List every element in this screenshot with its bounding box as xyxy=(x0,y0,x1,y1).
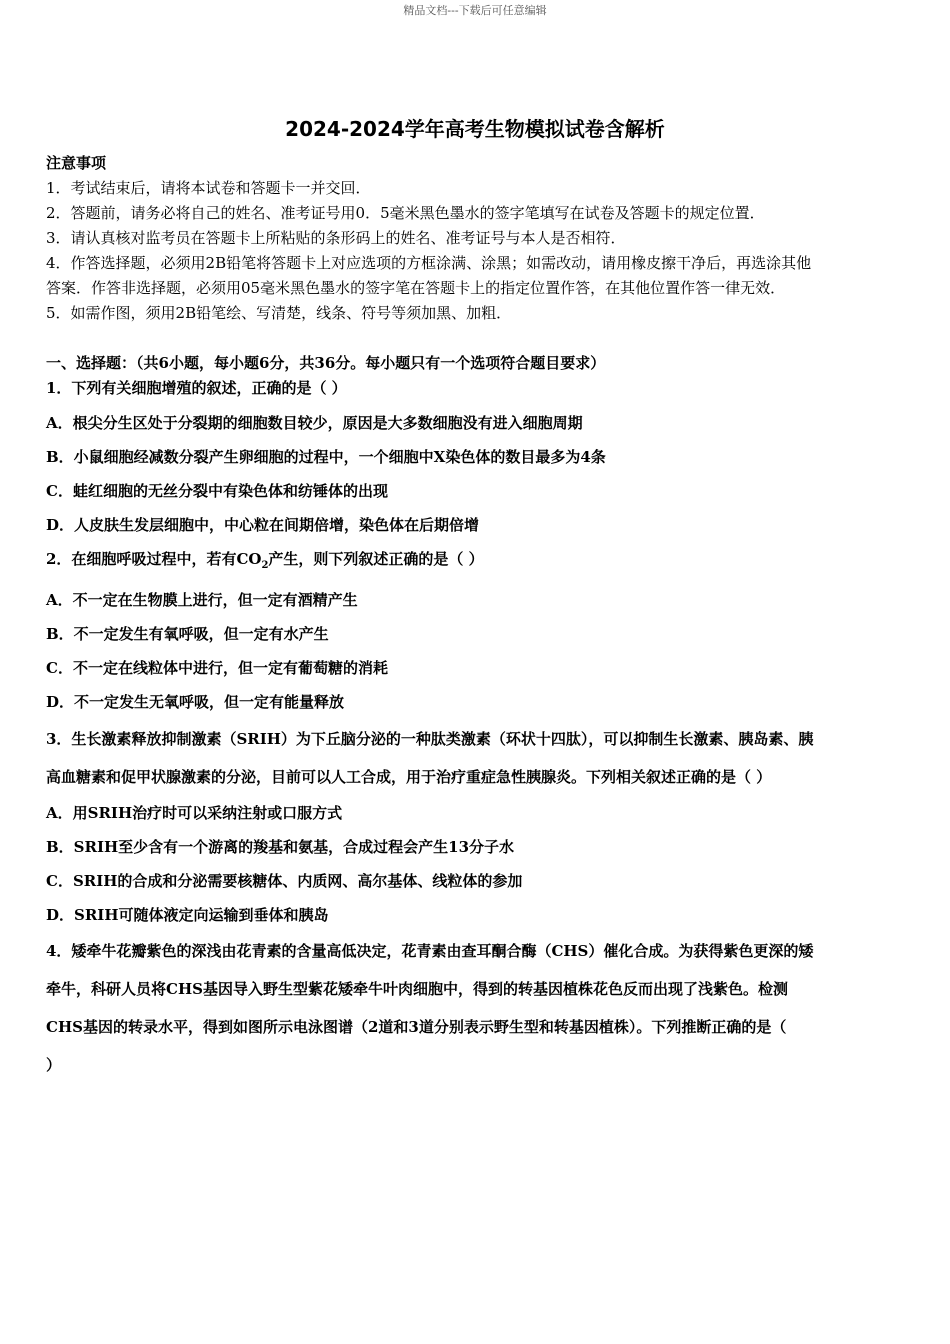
question-1 xyxy=(46,376,904,542)
option-b: B．SRIH至少含有一个游离的羧基和氨基，合成过程会产生13分子水 xyxy=(46,838,515,856)
option-c: C．蛙红细胞的无丝分裂中有染色体和纺锤体的出现 xyxy=(46,482,388,500)
option-a: A．用SRIH治疗时可以采纳注射或口服方式 xyxy=(46,804,343,822)
option-d: D．不一定发生无氧呼吸，但一定有能量释放 xyxy=(46,693,345,711)
notes-line: 1．考试结束后，请将本试卷和答题卡一并交回． xyxy=(46,179,371,197)
option-c: C．不一定在线粒体中进行，但一定有葡萄糖的消耗 xyxy=(46,659,388,677)
notes-line: 3．请认真核对监考员在答题卡上所粘贴的条形码上的姓名、准考证号与本人是否相符． xyxy=(46,229,626,247)
question-stem: 高血糖素和促甲状腺激素的分泌，目前可以人工合成，用于治疗重症急性胰腺炎。下列相关叙述正确的是（ ） xyxy=(46,768,772,786)
question-stem: 牵牛，科研人员将CHS基因导入野生型紫花矮牵牛叶肉细胞中，得到的转基因植株花色反而出现了浅紫色。检测 xyxy=(46,980,788,998)
notes-line: 答案．作答非选择题，必须用05毫米黑色墨水的签字笔在答题卡上的指定位置作答，在其他位置作答一律无效． xyxy=(46,279,786,297)
notes-line: 4．作答选择题，必须用2B铅笔将答题卡上对应选项的方框涂满、涂黑；如需改动，请用橡皮擦干净后，再选涂其他 xyxy=(46,254,812,272)
question-stem: 3．生长激素释放抑制激素（SRIH）为下丘脑分泌的一种肽类激素（环状十四肽），可以抑制生长激素、胰岛素、胰 xyxy=(46,730,814,748)
question-stem: CHS基因的转录水平，得到如图所示电泳图谱（2道和3道分别表示野生型和转基因植株）。下列推断正确的是（ xyxy=(46,1018,787,1036)
page-title: 2024-2024学年高考生物模拟试卷含解析 xyxy=(285,117,665,141)
question-stem xyxy=(46,542,904,583)
question-2 xyxy=(46,542,904,719)
subscript: 2 xyxy=(261,560,269,571)
option-a: A．根尖分生区处于分裂期的细胞数目较少，原因是大多数细胞没有进入细胞周期 xyxy=(46,414,583,432)
option-b: B．小鼠细胞经减数分裂产生卵细胞的过程中，一个细胞中X染色体的数目最多为4条 xyxy=(46,448,606,466)
question-stem: ） xyxy=(46,1056,62,1074)
notes-section xyxy=(46,151,904,326)
notes-heading: 注意事项 xyxy=(46,154,107,172)
option-d: D．人皮肤生发层细胞中，中心粒在间期倍增，染色体在后期倍增 xyxy=(46,516,480,534)
header-note: 精品文档---下载后可任意编辑 xyxy=(403,4,547,17)
notes-line: 2．答题前，请务必将自己的姓名、准考证号用0．5毫米黑色墨水的签字笔填写在试卷及答题卡的规定位置． xyxy=(46,204,765,222)
option-b: B．不一定发生有氧呼吸，但一定有水产生 xyxy=(46,625,329,643)
stem-text: 产生，则下列叙述正确的是（ ） xyxy=(268,550,484,568)
question-stem: 1．下列有关细胞增殖的叙述，正确的是（ ） xyxy=(46,379,347,397)
document-body xyxy=(46,151,904,1084)
question-3 xyxy=(46,720,904,932)
stem-text: 2．在细胞呼吸过程中，若有CO xyxy=(46,550,262,568)
question-stem: 4．矮牵牛花瓣紫色的深浅由花青素的含量高低决定，花青素由查耳酮合酶（CHS）催化合成。为获得紫色更深的矮 xyxy=(46,942,814,960)
option-d: D．SRIH可随体液定向运输到垂体和胰岛 xyxy=(46,906,329,924)
section-title: 一、选择题：（共6小题，每小题6分，共36分。每小题只有一个选项符合题目要求） xyxy=(46,354,606,372)
notes-line: 5．如需作图，须用2B铅笔绘、写清楚，线条、符号等须加黑、加粗． xyxy=(46,304,512,322)
option-a: A．不一定在生物膜上进行，但一定有酒精产生 xyxy=(46,591,358,609)
question-4 xyxy=(46,932,904,1084)
option-c: C．SRIH的合成和分泌需要核糖体、内质网、高尔基体、线粒体的参加 xyxy=(46,872,523,890)
